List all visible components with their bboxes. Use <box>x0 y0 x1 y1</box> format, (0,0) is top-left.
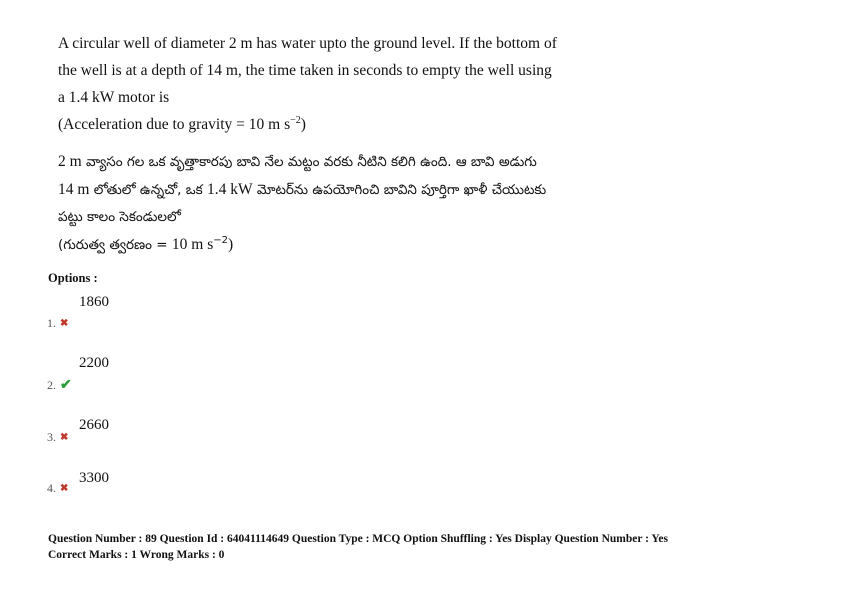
marks-meta: Correct Marks : 1 Wrong Marks : 0 <box>48 549 225 561</box>
question-telugu-line-1 <box>58 148 618 176</box>
question-meta: Question Number : 89 Question Id : 64041114649 Question Type : MCQ Option Shuffling : Yes Display Question Number : Yes <box>48 533 669 545</box>
cross-icon: ✖ <box>60 318 69 329</box>
telugu-power: 1.4 kW <box>206 181 253 198</box>
close-paren: ) <box>228 236 234 253</box>
option-1-number <box>47 316 68 331</box>
question-english-line-4 <box>58 111 618 140</box>
cross-icon: ✖ <box>60 483 69 494</box>
close-paren: ) <box>300 116 306 133</box>
option-1-value: 1860 <box>79 294 109 310</box>
question-english-line-2: the well is at a depth of 14 m, the time taken in seconds to empty the well using <box>58 62 552 79</box>
telugu-depth: 14 m <box>58 181 90 198</box>
option-2-number <box>47 377 72 394</box>
gravity-text: (Acceleration due to gravity = 10 m s <box>58 116 291 133</box>
option-label: 3. <box>47 430 56 444</box>
telugu-gravity: 10 m s <box>171 236 214 253</box>
telugu-text: వ్యాసం గల ఒక వృత్తాకారపు బావి నేల మట్టం వరకు నీటిని కలిగి ఉంది. ఆ బావి అడుగు <box>81 154 537 170</box>
exponent: −2 <box>290 115 301 126</box>
telugu-diameter: 2 m <box>58 153 82 170</box>
option-3-number <box>47 430 68 445</box>
option-label: 2. <box>47 378 56 392</box>
question-text <box>58 30 618 260</box>
options-label: Options : <box>48 271 98 285</box>
option-label: 4. <box>47 481 56 495</box>
option-label: 1. <box>47 316 56 330</box>
question-telugu-line-4 <box>58 231 618 260</box>
cross-icon: ✖ <box>60 432 69 443</box>
question-telugu-line-3: పట్టు కాలం సెకండులలో <box>58 209 181 225</box>
option-2-value: 2200 <box>79 355 109 371</box>
exponent: −2 <box>213 235 229 246</box>
question-english-line-1: A circular well of diameter 2 m has water upto the ground level. If the bottom of <box>58 35 557 52</box>
question-english-line-3: a 1.4 kW motor is <box>58 89 170 106</box>
check-icon: ✔ <box>60 378 72 393</box>
option-3-value: 2660 <box>79 417 109 433</box>
option-4-number <box>47 481 68 496</box>
telugu-text: (గురుత్వ త్వరణం = <box>58 237 172 253</box>
telugu-text: లోతులో ఉన్నచో, ఒక <box>89 182 207 198</box>
telugu-text: మోటర్‌ను ఉపయోగించి బావిని పూర్తిగా ఖాళీ చేయుటకు <box>252 182 547 198</box>
question-telugu-line-2 <box>58 176 618 204</box>
option-4-value: 3300 <box>79 470 109 486</box>
